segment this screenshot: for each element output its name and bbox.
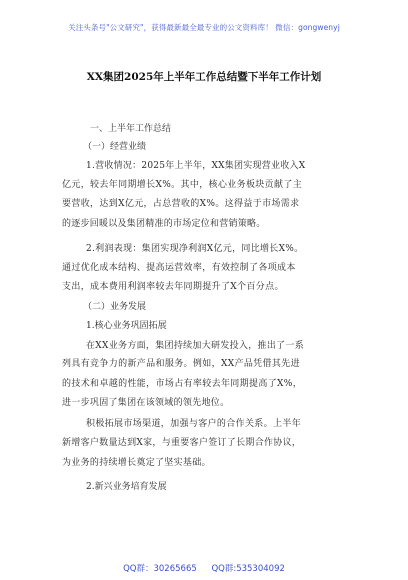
document-title: XX集团2025年上半年工作总结暨下半年工作计划 (86, 71, 322, 83)
body-line: 2.新兴业务培育发展 (86, 482, 167, 492)
body-line: 的技术和卓越的性能，市场占有率较去年同期提高了X%， (62, 379, 303, 389)
body-line: 在XX业务方面，集团持续加大研发投入，推出了一系 (86, 341, 305, 351)
body-line: 亿元，较去年同期增长X%。其中，核心业务板块贡献了主 (62, 180, 303, 190)
body-line: 新增客户数量达到X家，与重要客户签订了长期合作协议， (62, 438, 302, 448)
qq-group-2: QQ群:535304092 (211, 564, 285, 574)
promo-banner: 关注头条号"公文研究"，获得最新最全最专业的公文资料库！ 微信：gongwenyj (68, 23, 340, 32)
qq-group-1: QQ群：30265665 (123, 564, 197, 574)
body-line: 积极拓展市场渠道，加强与客户的合作关系。上半年 (86, 419, 302, 429)
body-line: 进一步巩固了集团在该领域的领先地位。 (62, 398, 230, 408)
body-line: 1.营收情况：2025年上半年，XX集团实现营业收入X (86, 161, 306, 171)
body-line: 的逐步回暖以及集团精准的市场定位和营销策略。 (62, 219, 266, 229)
section-heading: 一、上半年工作总结 (90, 124, 172, 134)
subsection-heading: （二）业务发展 (83, 302, 147, 312)
body-line: 通过优化成本结构、提高运营效率，有效控制了各项成本 (62, 263, 296, 273)
body-line: 为业务的持续增长奠定了坚实基础。 (62, 458, 211, 468)
body-line: 2.利润表现：集团实现净利润X亿元，同比增长X%。 (86, 244, 304, 254)
body-line: 要营收，达到X亿元，占总营收的X%。这得益于市场需求 (62, 199, 300, 209)
body-line: 支出，成本费用利润率较去年同期提升了X个百分点。 (62, 282, 284, 292)
footer-contacts (0, 562, 408, 574)
body-line: 1.核心业务巩固拓展 (86, 321, 167, 331)
subsection-heading: （一）经营业绩 (83, 142, 147, 152)
body-line: 列具有竞争力的新产品和服务。例如，XX产品凭借其先进 (62, 359, 300, 369)
